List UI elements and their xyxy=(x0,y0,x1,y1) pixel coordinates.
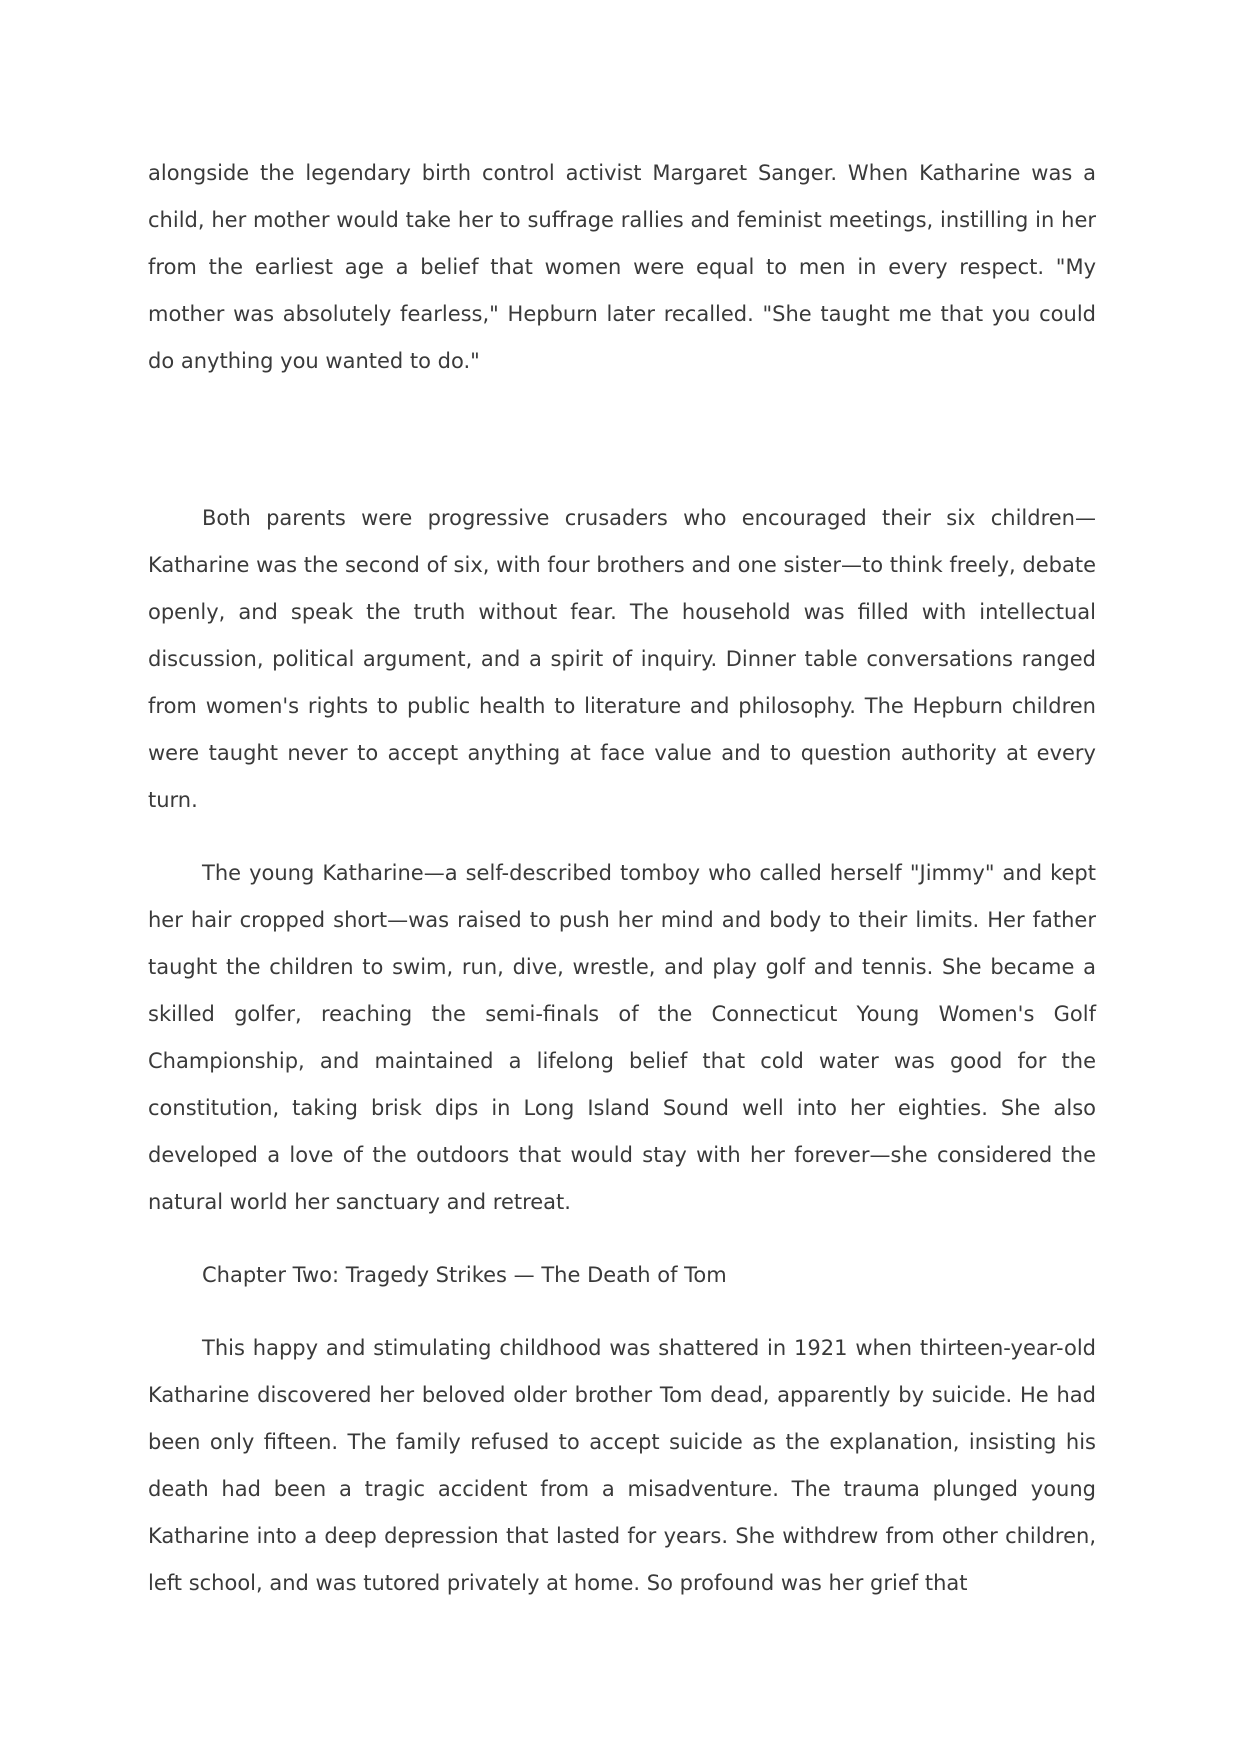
document-page xyxy=(148,150,1096,1607)
paragraph-mother-influence: alongside the legendary birth control activist Margaret Sanger. When Katharine was a child, her mother would take her to suffrage rallies and feminist meetings, instilling in her from the earliest age a belief that women were equal to men in every respect. "My mother was absolutely fearless," Hepburn later recalled. "She taught me that you could do anything you wanted to do." xyxy=(148,161,1096,373)
paragraph-tomboy-youth: The young Katharine—a self-described tomboy who called herself "Jimmy" and kept her hair cropped short—was raised to push her mind and body to their limits. Her father taught the children to swim, run, dive, wrestle, and play golf and tennis. She became a skilled golfer, reaching the semi-finals of the Connecticut Young Women's Golf Championship, and maintained a lifelong belief that cold water was good for the constitution, taking brisk dips in Long Island Sound well into her eighties. She also developed a love of the outdoors that would stay with her forever—she considered the natural world her sanctuary and retreat. xyxy=(148,861,1096,1214)
paragraph-gap xyxy=(148,1226,1096,1252)
paragraph-gap xyxy=(148,385,1096,495)
paragraph-progressive-parents: Both parents were progressive crusaders who encouraged their six children—Katharine was the second of six, with four brothers and one sister—to think freely, debate openly, and speak the truth without fear. The household was filled with intellectual discussion, political argument, and a spirit of inquiry. Dinner table conversations ranged from women's rights to public health to literature and philosophy. The Hepburn children were taught never to accept anything at face value and to question authority at every turn. xyxy=(148,506,1096,812)
paragraph-gap xyxy=(148,824,1096,850)
paragraph-gap xyxy=(148,1299,1096,1325)
paragraph-death-of-tom: This happy and stimulating childhood was shattered in 1921 when thirteen-year-old Katharine discovered her beloved older brother Tom dead, apparently by suicide. He had been only fifteen. The family refused to accept suicide as the explanation, insisting his death had been a tragic accident from a misadventure. The trauma plunged young Katharine into a deep depression that lasted for years. She withdrew from other children, left school, and was tutored privately at home. So profound was her grief that xyxy=(148,1336,1096,1595)
chapter-heading: Chapter Two: Tragedy Strikes — The Death of Tom xyxy=(202,1263,727,1287)
